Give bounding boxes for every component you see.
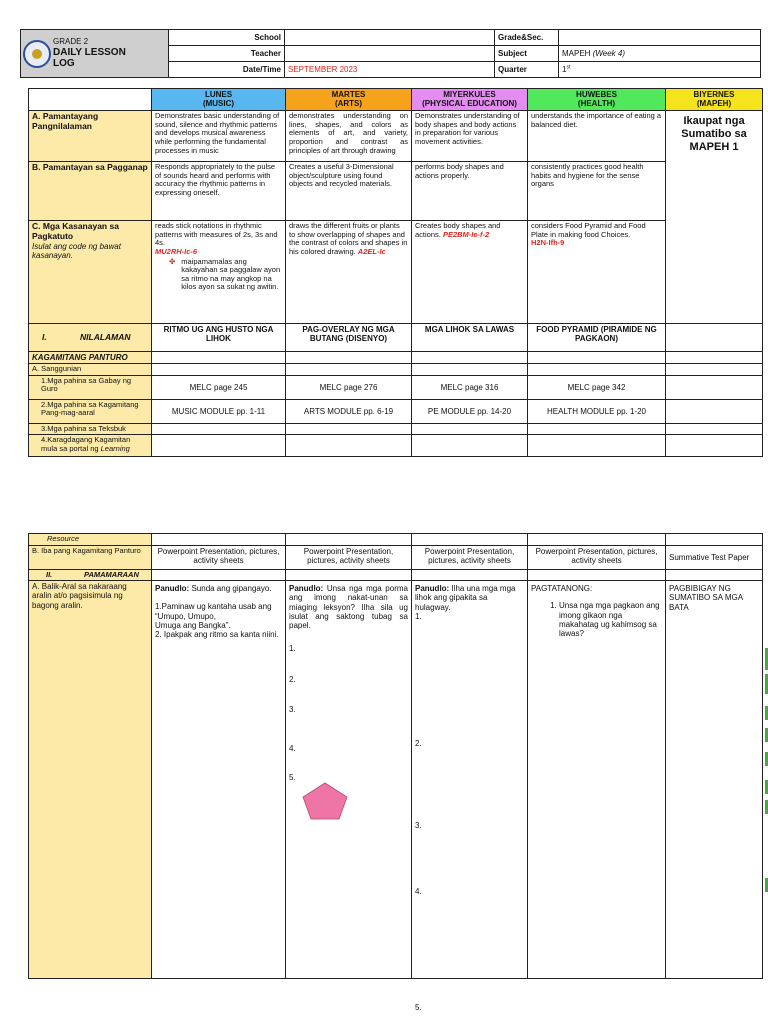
friday-note: Ikaupat nga Sumatibo sa MAPEH 1 <box>666 111 763 324</box>
row-pamantayang-pangnilalaman <box>29 111 763 162</box>
title-line2: LOG <box>53 57 75 69</box>
school-label: School <box>169 30 285 46</box>
logo-cell <box>21 30 169 78</box>
quarter-sup: st <box>566 64 571 71</box>
nil-mon: RITMO UG ANG HUSTO NGA LIHOK <box>152 324 286 352</box>
wed-num4: 4. <box>415 887 422 897</box>
quarter-value: 1 <box>562 64 567 74</box>
cell-b-thu: consistently practices good health habits and hygiene for the sense organs <box>528 162 666 221</box>
row-kagamitan <box>29 352 763 364</box>
cell-a-tue: demonstrates understanding on lines, shapes, and colors as elements of art, and variety, proportion and contrast as principles of art through drawing <box>286 111 412 162</box>
subject-value: MAPEH <box>562 48 591 58</box>
c-wed-code: PE2BM-Ie-f-2 <box>442 229 490 239</box>
iba-mon: Powerpoint Presentation, pictures, activity sheets <box>152 545 286 569</box>
cell-c-tue <box>286 221 412 324</box>
label-c <box>29 221 152 324</box>
title-line1: DAILY LESSON <box>53 46 126 58</box>
label-b: B. Pamantayan sa Pagganap <box>29 162 152 221</box>
teacher-field[interactable] <box>285 46 495 62</box>
row-balik-aral <box>29 581 763 979</box>
c-wed-text: Creates body shapes and actions. <box>415 221 501 239</box>
wed-num5: 5. <box>415 1003 422 1013</box>
tue-num2: 2. <box>289 675 296 685</box>
school-field[interactable] <box>285 30 495 46</box>
gradesec-label: Grade&Sec. <box>495 30 559 46</box>
iba-wed: Powerpoint Presentation, pictures, activity sheets <box>412 545 528 569</box>
row-kagamitang-pang-mag-aaral <box>29 399 763 423</box>
iba-tue: Powerpoint Presentation, pictures, activity sheets <box>286 545 412 569</box>
cell-c-mon <box>152 221 286 324</box>
quarter-field[interactable] <box>559 62 761 78</box>
c-thu-code: H2N-Ifh-9 <box>531 238 565 248</box>
tue-num4: 4. <box>289 743 296 753</box>
row-pamamaraan <box>29 569 763 581</box>
cell-a-wed: Demonstrates understanding of body shapes and body actions in preparation for various movement activities. <box>412 111 528 162</box>
lesson-table-bottom <box>28 533 763 1013</box>
r2-mon: MUSIC MODULE pp. 1-11 <box>152 399 286 423</box>
label-nilalaman: I. NILALAMAN <box>29 324 152 352</box>
wed-num3: 3. <box>415 821 422 831</box>
r2-thu: HEALTH MODULE pp. 1-20 <box>528 399 666 423</box>
subject-field[interactable] <box>559 46 761 62</box>
gradesec-field[interactable] <box>559 30 761 46</box>
wed-num1: 1. <box>415 611 422 621</box>
subject-week: (Week 4) <box>592 48 625 58</box>
nil-thu: FOOD PYRAMID (PIRAMIDE NG PAGKAON) <box>528 324 666 352</box>
label-teksbuk: 3.Mga pahina sa Teksbuk <box>29 423 152 435</box>
r2-wed: PE MODULE pp. 14-20 <box>412 399 528 423</box>
r1-wed: MELC page 316 <box>412 375 528 399</box>
subject-label: Subject <box>495 46 559 62</box>
label-iba: B. Iba pang Kagamitang Panturo <box>29 545 152 569</box>
balik-tue: Panudlo: Unsa nga mga porma ang imong nakat-unan sa miaging leksyon? Ilha sila ug isulat ang saktong tubag sa papel. 1. 2. 3. 4. 5. <box>286 581 412 979</box>
label-c-sub: Isulat ang code ng bawat kasanayan. <box>32 241 121 260</box>
datetime-label: Date/Time <box>169 62 285 78</box>
r1-thu: MELC page 342 <box>528 375 666 399</box>
c-mon-text: reads stick notations in rhythmic patterns with measures of 2s, 3s and 4s. <box>155 221 278 248</box>
tue-num1: 1. <box>289 644 296 654</box>
row-sanggunian <box>29 364 763 376</box>
quarter-label: Quarter <box>495 62 559 78</box>
day-monday: LUNES (MUSIC) <box>152 89 286 111</box>
label-pamamaraan: II. PAMAMARAAN <box>29 569 152 581</box>
row-teksbuk <box>29 423 763 435</box>
thu-question: 1. Unsa nga mga pagkaon ang imong gikaon nga makahatag ug kahimsog sa lawas? <box>559 601 662 638</box>
datetime-field[interactable]: SEPTEMBER 2023 <box>285 62 495 78</box>
iba-fri: Summative Test Paper <box>666 545 763 569</box>
cell-a-mon: Demonstrates basic understanding of sound, silence and rhythmic patterns and develops musical awareness while performing the fundamental processes in music <box>152 111 286 162</box>
row-iba-pang-kagamitan <box>29 545 763 569</box>
label-karagdagang: 4.Karagdagang Kagamitan mula sa portal ng Learning <box>29 435 152 457</box>
row-nilalaman <box>29 324 763 352</box>
c-tue-code: A2EL-Ic <box>357 246 386 256</box>
day-friday: BIYERNES (MAPEH) <box>666 89 763 111</box>
deped-seal-icon <box>23 40 51 68</box>
row-gabay <box>29 375 763 399</box>
mon-step1: 1.Paminaw ug kantaha usab ang “Umupo, Umupo, <box>155 602 272 621</box>
c-thu-text: considers Food Pyramid and Food Plate in making food Choices. <box>531 221 646 239</box>
tue-num5: 5. <box>289 772 296 782</box>
nil-wed: MGA LIHOK SA LAWAS <box>412 324 528 352</box>
label-gabay: 1.Mga pahina sa Gabay ng Guro <box>29 375 152 399</box>
balik-fri: PAGBIBIGAY NG SUMATIBO SA MGA BATA <box>666 581 763 979</box>
thu-title: PAGTATANONG: <box>531 584 593 594</box>
nil-fri <box>666 324 763 352</box>
mon-step1b: Umuga ang Bangka”. <box>155 620 231 630</box>
row-pamantayan-pagganap <box>29 162 763 221</box>
corner-cell <box>29 89 152 111</box>
cell-b-tue: Creates a useful 3-Dimensional object/sculpture using found objects and recycled materials. <box>286 162 412 221</box>
c-mon-code: MU2RH-Ic-6 <box>155 246 198 256</box>
c-tue-text: draws the different fruits or plants to show overlapping of shapes and the contrast of colors and shapes in his colored drawing. <box>289 221 408 256</box>
label-a: A. Pamantayang Pangnilalaman <box>29 111 152 162</box>
cell-b-wed: performs body shapes and actions properly. <box>412 162 528 221</box>
balik-thu <box>528 581 666 979</box>
iba-thu: Powerpoint Presentation, pictures, activity sheets <box>528 545 666 569</box>
cell-c-thu <box>528 221 666 324</box>
day-thursday: HUWEBES (HEALTH) <box>528 89 666 111</box>
label-sanggunian: A. Sanggunian <box>29 364 152 376</box>
balik-wed: Panudlo: Ilha una mga mga lihok ang gipakita sa hulagway. 1. 2. 3. 4. 5. <box>412 581 528 979</box>
label-kagamitan: KAGAMITANG PANTURO <box>29 352 152 364</box>
day-tuesday: MARTES (ARTS) <box>286 89 412 111</box>
grade-label: GRADE 2 <box>53 37 89 47</box>
label-balik-aral: A. Balik-Aral sa nakaraang aralin at/o pagsisimula ng bagong aralin. <box>29 581 152 979</box>
row-karagdagang <box>29 435 763 457</box>
nil-tue: PAG-OVERLAY NG MGA BUTANG (DISENYO) <box>286 324 412 352</box>
c-mon-extra: maipamamalas ang kakayahan sa paggalaw ayon sa ritmo na may angkop na kilos ayon sa sukat ng awitin. <box>181 256 281 292</box>
wed-num2: 2. <box>415 739 422 749</box>
day-header-row <box>29 89 763 111</box>
label-pang-mag-aaral: 2.Mga pahina sa Kagamitang Pang-mag-aaral <box>29 399 152 423</box>
r1-tue: MELC page 276 <box>286 375 412 399</box>
mon-step2: 2. Ipakpak ang ritmo sa kanta niini. <box>155 630 279 639</box>
cell-a-thu: understands the importance of eating a balanced diet. <box>528 111 666 162</box>
cell-b-mon: Responds appropriately to the pulse of sounds heard and performs with accuracy the rhythmic patterns in expressing oneself. <box>152 162 286 221</box>
teacher-label: Teacher <box>169 46 285 62</box>
label-c-title: C. Mga Kasanayan sa Pagkatuto <box>32 221 119 241</box>
day-wednesday: MIYERKULES (PHYSICAL EDUCATION) <box>412 89 528 111</box>
row-resource <box>29 534 763 546</box>
bullet-icon: ✤ <box>169 256 176 266</box>
balik-mon: Panudlo: Sunda ang gipangayo. 1.Paminaw ug kantaha usab ang “Umupo, Umupo, Umuga ang Bangka”. 2. Ipakpak ang ritmo sa kanta niini. <box>152 581 286 979</box>
label-resource: Resource <box>29 534 152 546</box>
cell-c-wed <box>412 221 528 324</box>
header-table <box>20 29 761 78</box>
pentagon-shape <box>300 781 350 821</box>
r1-mon: MELC page 245 <box>152 375 286 399</box>
row-kasanayan <box>29 221 763 324</box>
r2-tue: ARTS MODULE pp. 6-19 <box>286 399 412 423</box>
lesson-table-top <box>28 88 763 457</box>
tue-num3: 3. <box>289 704 296 714</box>
